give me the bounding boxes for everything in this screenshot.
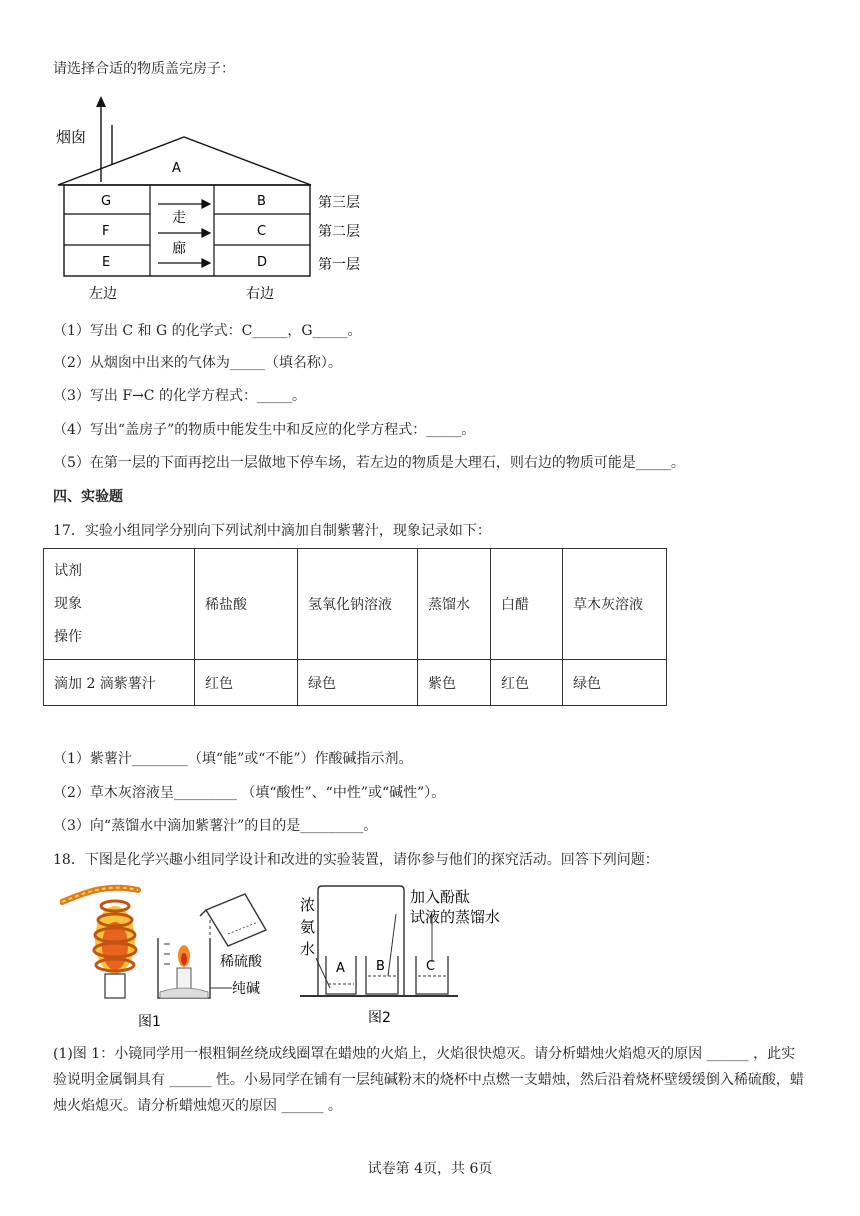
ammonia-experiment-figure [300, 886, 500, 1026]
table-header: 蒸馏水 [418, 549, 491, 660]
acid-label: 稀硫酸 [220, 954, 262, 970]
table-header: 草木灰溶液 [563, 549, 667, 660]
ammonia-label-3: 水 [300, 940, 316, 958]
ammonia-label-1: 浓 [300, 896, 316, 914]
table-cell: 绿色 [563, 660, 667, 706]
fig2-caption: 图2 [368, 1010, 391, 1026]
added-label-1: 加入酚酞 [410, 888, 471, 906]
table-row [44, 660, 667, 706]
copper-coil-figure [62, 888, 138, 998]
table-cell: 红色 [195, 660, 298, 706]
acid-pour-figure [138, 894, 266, 1030]
q16-item-5: （5）在第一层的下面再挖出一层做地下停车场，若左边的物质是大理石，则右边的物质可能是_____。 [53, 455, 685, 471]
table-header: 稀盐酸 [195, 549, 298, 660]
corner-reagent: 试剂 [54, 562, 82, 579]
table-cell: 绿色 [298, 660, 418, 706]
q16-item-3: （3）写出 F→C 的化学方程式：_____。 [53, 388, 306, 404]
right-side-label: 右边 [246, 286, 274, 302]
q16-item-2: （2）从烟囱中出来的气体为_____（填名称）。 [53, 355, 342, 371]
section-heading: 四、实验题 [53, 489, 123, 505]
table-operation-cell: 滴加 2 滴紫薯汁 [44, 660, 195, 706]
house-diagram [52, 92, 382, 307]
intro-text: 请选择合适的物质盖完房子： [53, 61, 235, 77]
floor-2-label: 第二层 [318, 224, 360, 240]
chimney-label: 烟囱 [56, 128, 87, 146]
table-header: 白醋 [491, 549, 563, 660]
q17-item-2: （2）草木灰溶液呈_________ （填“酸性”、“中性”或“碱性”）。 [53, 785, 446, 801]
q16-item-1: （1）写出 C 和 G 的化学式：C_____，G_____。 [53, 323, 362, 339]
left-side-label: 左边 [89, 286, 117, 302]
table-cell: 紫色 [418, 660, 491, 706]
q17-item-1: （1）紫薯汁________（填“能”或“不能”）作酸碱指示剂。 [53, 751, 413, 767]
cell-g: G [101, 194, 112, 209]
table-corner-cell [44, 549, 195, 660]
cell-b: B [257, 194, 266, 209]
q17-stem: 17．实验小组同学分别向下列试剂中滴加自制紫薯汁，现象记录如下： [53, 523, 491, 539]
q17-table [43, 548, 667, 706]
roof-label: A [172, 161, 181, 176]
beaker-b-label: B [376, 959, 385, 974]
beaker-a-label: A [336, 961, 345, 976]
q18-stem: 18．下图是化学兴趣小组同学设计和改进的实验装置，请你参与他们的探究活动。回答下列问题： [53, 852, 659, 868]
cell-e: E [102, 255, 111, 270]
table-header: 氢氧化钠溶液 [298, 549, 418, 660]
corner-operation: 操作 [54, 628, 82, 645]
q16-item-4: （4）写出“盖房子”的物质中能发生中和反应的化学方程式：_____。 [53, 422, 476, 438]
q18-figures [60, 880, 530, 1030]
corridor-label-1: 走 [172, 210, 186, 226]
q18-paragraph-1: (1)图 1：小镜同学用一根粗铜丝绕成线圈罩在蜡烛的火焰上，火焰很快熄灭。请分析蜡烛火焰熄灭的原因 ______ ，此实验说明金属铜具有 ______ 性。小易同学在铺有一层纯碱粉末的烧杯中点燃一支蜡烛，然后沿着烧杯壁缓缓倒入稀硫酸，蜡烛火焰熄灭。请分析蜡烛熄灭的原因 ______ 。 [53, 1046, 804, 1114]
cell-d: D [257, 255, 268, 270]
table-cell: 红色 [491, 660, 563, 706]
fig1-caption: 图1 [138, 1014, 161, 1030]
page-footer: 试卷第 4页，共 6页 [367, 1161, 493, 1177]
corridor-label-2: 廊 [172, 241, 186, 257]
cell-c: C [257, 224, 267, 239]
beaker-c-label: C [426, 959, 436, 974]
soda-label: 纯碱 [232, 981, 260, 997]
cell-f: F [102, 224, 110, 239]
floor-1-label: 第一层 [318, 257, 360, 273]
q17-item-3: （3）向“蒸馏水中滴加紫薯汁”的目的是_________。 [53, 818, 378, 834]
added-label-2: 试液的蒸馏水 [410, 908, 501, 926]
ammonia-label-2: 氨 [300, 918, 316, 936]
corner-phenomenon: 现象 [54, 595, 82, 612]
floor-3-label: 第三层 [318, 195, 360, 211]
